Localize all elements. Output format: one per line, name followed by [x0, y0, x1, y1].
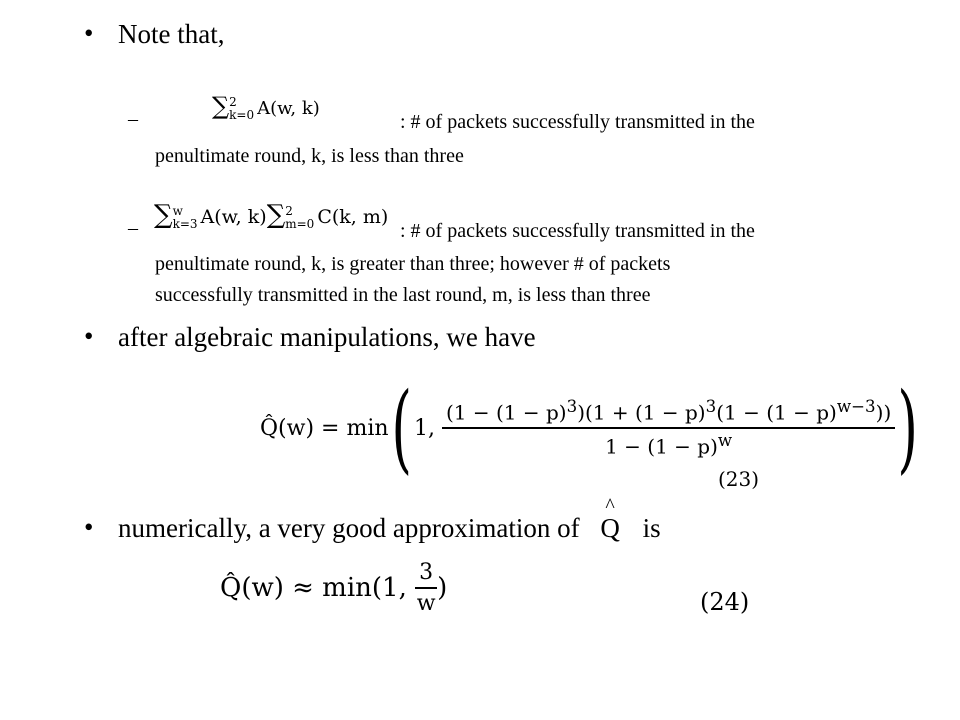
- numerically-prefix: numerically, a very good approximation of: [118, 513, 580, 543]
- q-letter: Q: [600, 513, 620, 543]
- sub-item-1-line-2: penultimate round, k, is less than three: [155, 145, 464, 167]
- bullet-dot: •: [84, 321, 94, 351]
- bullet-dot: •: [84, 512, 94, 542]
- hat-accent: ^: [605, 495, 615, 517]
- bullet-numerically-text: [118, 495, 661, 544]
- sub-item-2-line-2: penultimate round, k, is greater than three; however # of packets: [155, 253, 671, 275]
- sub-dash-1: –: [128, 108, 138, 130]
- equation-24-label: (24): [700, 588, 750, 616]
- equation-23-label: (23): [718, 467, 760, 491]
- sum-expression-1: ∑ 2 k=0 A(w, k): [212, 92, 320, 122]
- bullet-after-text: after algebraic manipulations, we have: [118, 322, 536, 352]
- q-hat-symbol: [600, 495, 620, 544]
- sub-item-2-line-3: successfully transmitted in the last round, m, is less than three: [155, 284, 651, 306]
- sub-dash-2: –: [128, 217, 138, 239]
- is-text: is: [642, 513, 661, 543]
- equation-23: Q̂(w) = min ( 1, $\frac{(1 - (1 - p)^3)(1 + (1 - p)^3(1 - (1 - p)^{w-3}))}{1 - (1 - p)^w}$ ): [260, 372, 919, 484]
- bullet-note-text: Note that,: [118, 19, 225, 49]
- sub-item-2-line-1: : # of packets successfully transmitted in the: [400, 220, 755, 242]
- bullet-dot: •: [84, 18, 94, 48]
- sub-item-1-line-1: : # of packets successfully transmitted in the: [400, 111, 755, 133]
- sum-expression-2: ∑ w k=3 A(w, k)∑ 2 m=0 C(k, m): [154, 200, 389, 231]
- equation-24: Q̂(w) ≈ min(1, $\frac{3}{w}$ ): [220, 560, 448, 616]
